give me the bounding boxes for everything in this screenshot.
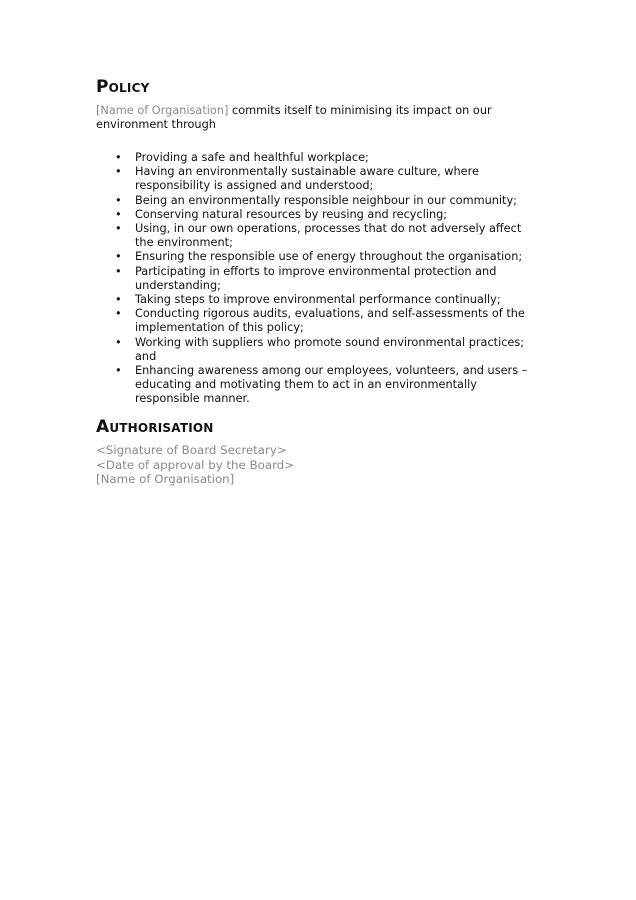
- bullet-icon: •: [115, 250, 122, 264]
- bullet-icon: •: [115, 264, 122, 278]
- policy-intro-text: commits itself to minimising its impact on our environment through: [96, 104, 492, 131]
- policy-intro: [96, 104, 536, 132]
- bullet-icon: •: [115, 364, 122, 378]
- policy-commitments-list: [96, 151, 536, 407]
- list-item: • Participating in efforts to improve environmental protection and understanding;: [115, 264, 497, 292]
- list-item: • Conserving natural resources by reusing and recycling;: [115, 207, 448, 221]
- list-item: • Being an environmentally responsible neighbour in our community;: [115, 193, 517, 207]
- bullet-icon: •: [115, 193, 122, 207]
- signature-placeholder: <Signature of Board Secretary>: [96, 443, 287, 457]
- authorisation-heading-text: Authorisation: [96, 417, 214, 437]
- authorisation-block: [96, 443, 294, 487]
- bullet-icon: •: [115, 335, 122, 349]
- list-item: • Using, in our own operations, processes that do not adversely affect the environment;: [115, 222, 522, 250]
- list-item: • Working with suppliers who promote sound environmental practices; and: [115, 335, 525, 363]
- organisation-name-placeholder: [Name of Organisation]: [96, 104, 229, 117]
- bullet-icon: •: [115, 293, 122, 307]
- authorisation-heading: [96, 417, 214, 437]
- list-item: • Conducting rigorous audits, evaluations, and self-assessments of the implementation of this policy;: [115, 307, 525, 335]
- bullet-icon: •: [115, 222, 122, 236]
- approval-date-placeholder: <Date of approval by the Board>: [96, 457, 295, 472]
- organisation-name-placeholder: [Name of Organisation]: [96, 472, 235, 486]
- bullet-icon: •: [115, 207, 122, 221]
- bullet-icon: •: [115, 151, 122, 164]
- policy-heading: [96, 77, 149, 97]
- policy-heading-text: Policy: [96, 77, 150, 97]
- list-item: • Ensuring the responsible use of energy throughout the organisation;: [115, 250, 523, 264]
- list-item: • Taking steps to improve environmental performance continually;: [115, 293, 501, 307]
- bullet-icon: •: [115, 165, 122, 179]
- list-item: • Having an environmentally sustainable aware culture, where responsibility is assigned and understood;: [115, 165, 479, 193]
- bullet-icon: •: [115, 307, 122, 321]
- list-item: • Enhancing awareness among our employees, volunteers, and users – educating and motivating them to act in an environmentally responsible manner.: [115, 364, 528, 406]
- list-item: • Providing a safe and healthful workplace;: [115, 151, 369, 164]
